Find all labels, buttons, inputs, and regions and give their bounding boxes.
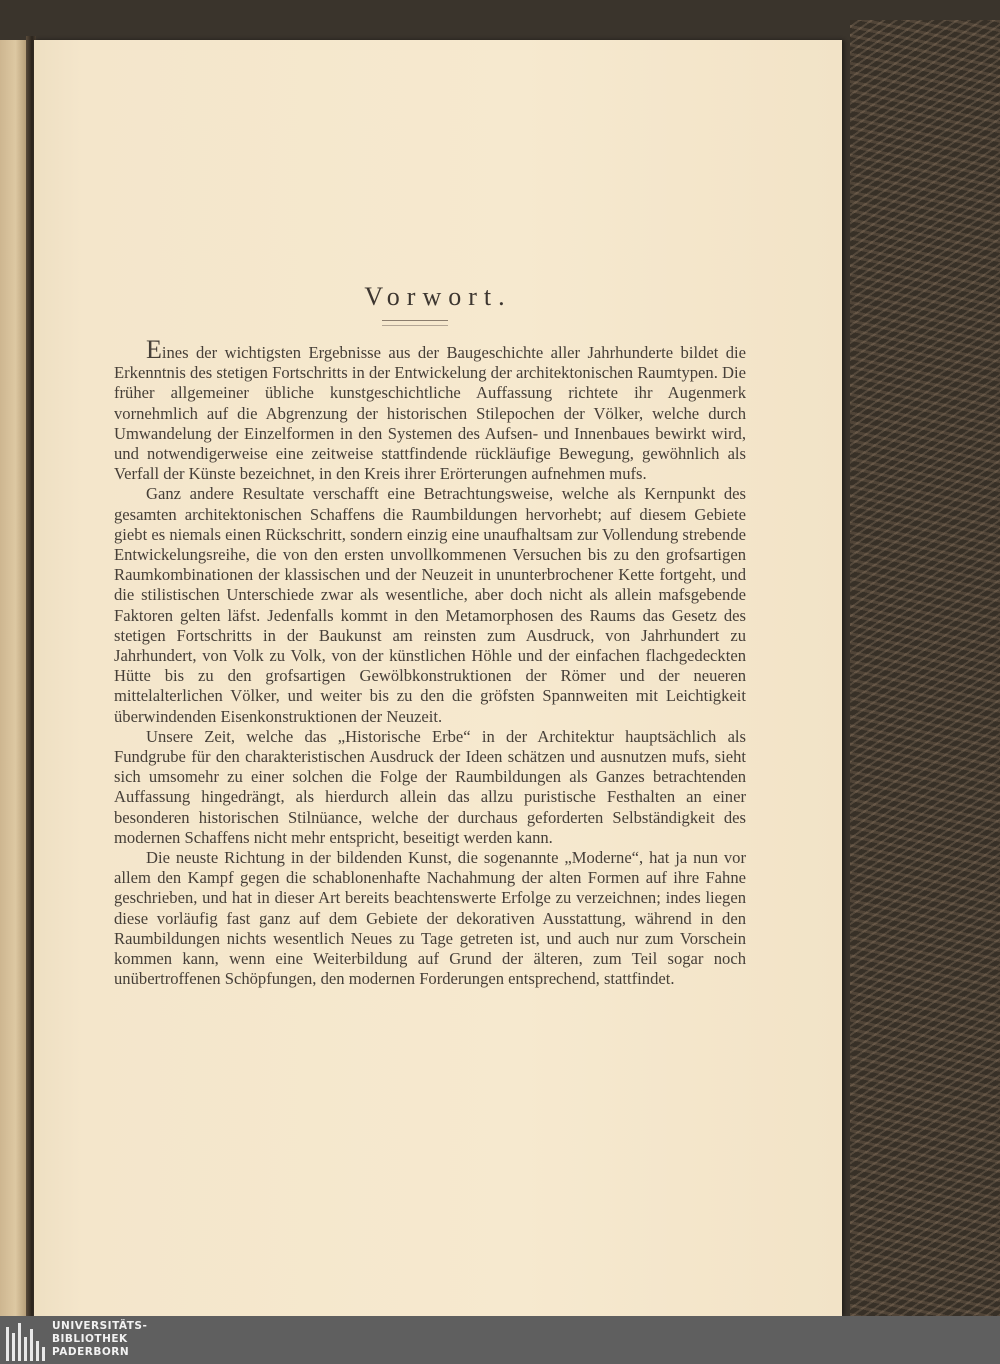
page-title: Vorwort. [364, 282, 512, 311]
logo-line: BIBLIOTHEK [52, 1333, 128, 1345]
book-cover-edge [850, 20, 1000, 1316]
paragraph-2 [114, 484, 746, 726]
logo-line: PADERBORN [52, 1346, 130, 1358]
paragraph-3 [114, 727, 746, 848]
paragraph-text: Ganz andere Resultate verschafft eine Betrachtungsweise, welche als Kernpunkt des gesamten architektonischen Schaffens die Raumbildungen hervorhebt; auf diesem Gebiete giebt es niemals einen Rückschritt, sondern einzig eine unaufhaltsam zur Vollendung strebende Entwickelungsreihe, die von den ersten unvollkommenen Versuchen bis zu den grofsartigen Raumkombinationen der klassischen und der Neuzeit in ununterbrochener Kette fortgeht, und die stilistischen Unterschiede zwar als wesentliche, aber doch nicht als allein mafsgebende Faktoren gelten läfst. Jedenfalls kommt in den Metamorphosen des Raums das Gesetz des stetigen Fortschritts in der Baukunst am reinsten zum Ausdruck, von Jahrhundert zu Jahrhundert, von Volk zu Volk, von der künstlichen Höhle und der einfachen flachgedeckten Hütte bis zu den grofsartigen Gewölbkonstruktionen der Römer und der neueren mittelalterlichen Völker, und weiter bis zu den die gröfsten Spannweiten mit Leichtigkeit überwindenden Eisenkonstruktionen der Neuzeit. [114, 484, 746, 726]
logo-line: UNIVERSITÄTS- [52, 1320, 148, 1332]
paragraph-4 [114, 848, 746, 989]
title-ornament-rule [382, 320, 448, 326]
facing-page-edge [0, 40, 26, 1316]
paragraph-1 [114, 335, 746, 484]
paragraph-text: Die neuste Richtung in der bildenden Kunst, die sogenannte „Moderne“, hat ja nun vor allem den Kampf gegen die schablonenhafte Nachahmung der alten Formen auf ihre Fahne geschrieben, und hat in dieser Art bereits beachtenswerte Erfolge zu verzeichnen; indes liegen diese vorläufig fast ganz auf dem Gebiete der dekorativen Ausstattung, während in den Raumbildungen nichts wesentlich Neues zu Tage getreten ist, und auch nur zum Vorschein kommen kann, wenn eine Weiterbildung auf Grund der älteren, zum Teil sogar noch unübertroffenen Schöpfungen, den modernen Forderungen entsprechend, stattfindet. [114, 848, 746, 989]
library-footer-bar [0, 1316, 1000, 1364]
library-logo-icon [6, 1321, 44, 1361]
drop-cap: E [146, 335, 162, 364]
book-page [34, 40, 842, 1316]
paragraph-text: ines der wichtigsten Ergebnisse aus der Baugeschichte aller Jahrhunderte bildet die Erkenntnis des stetigen Fortschritts in der Entwickelung der architektonischen Raumtypen. Die früher allgemeiner übliche kunstgeschichtliche Auffassung richtete ihr Augenmerk vornehmlich auf die Abgrenzung der historischen Stilepochen der Völker, welche durch Umwandelung der Einzelformen in den Systemen des Aufsen- und Innenbaues bewirkt wird, und notwendigerweise eine zeitweise stattfindende rückläufige Bewegung, gewöhnlich als Verfall der Künste bezeichnet, in den Kreis ihrer Erörterungen aufnehmen mufs. [114, 343, 746, 484]
paragraph-text: Unsere Zeit, welche das „Historische Erbe“ in der Architektur hauptsächlich als Fundgrube für den charakteristischen Ausdruck der Ideen schätzen und ausnutzen mufs, sieht sich umsomehr zu einer solchen die Folge der Raumbildungen als Ganzes betrachtenden Auffassung hingedrängt, als hierdurch allein das allzu puristische Festhalten an einer besonderen historischen Stilnüance, welche der durchaus geforderten Selbständigkeit des modernen Schaffens nicht mehr entspricht, beseitigt werden kann. [114, 726, 746, 847]
body-text [114, 335, 746, 990]
library-logo-text [52, 1320, 147, 1359]
